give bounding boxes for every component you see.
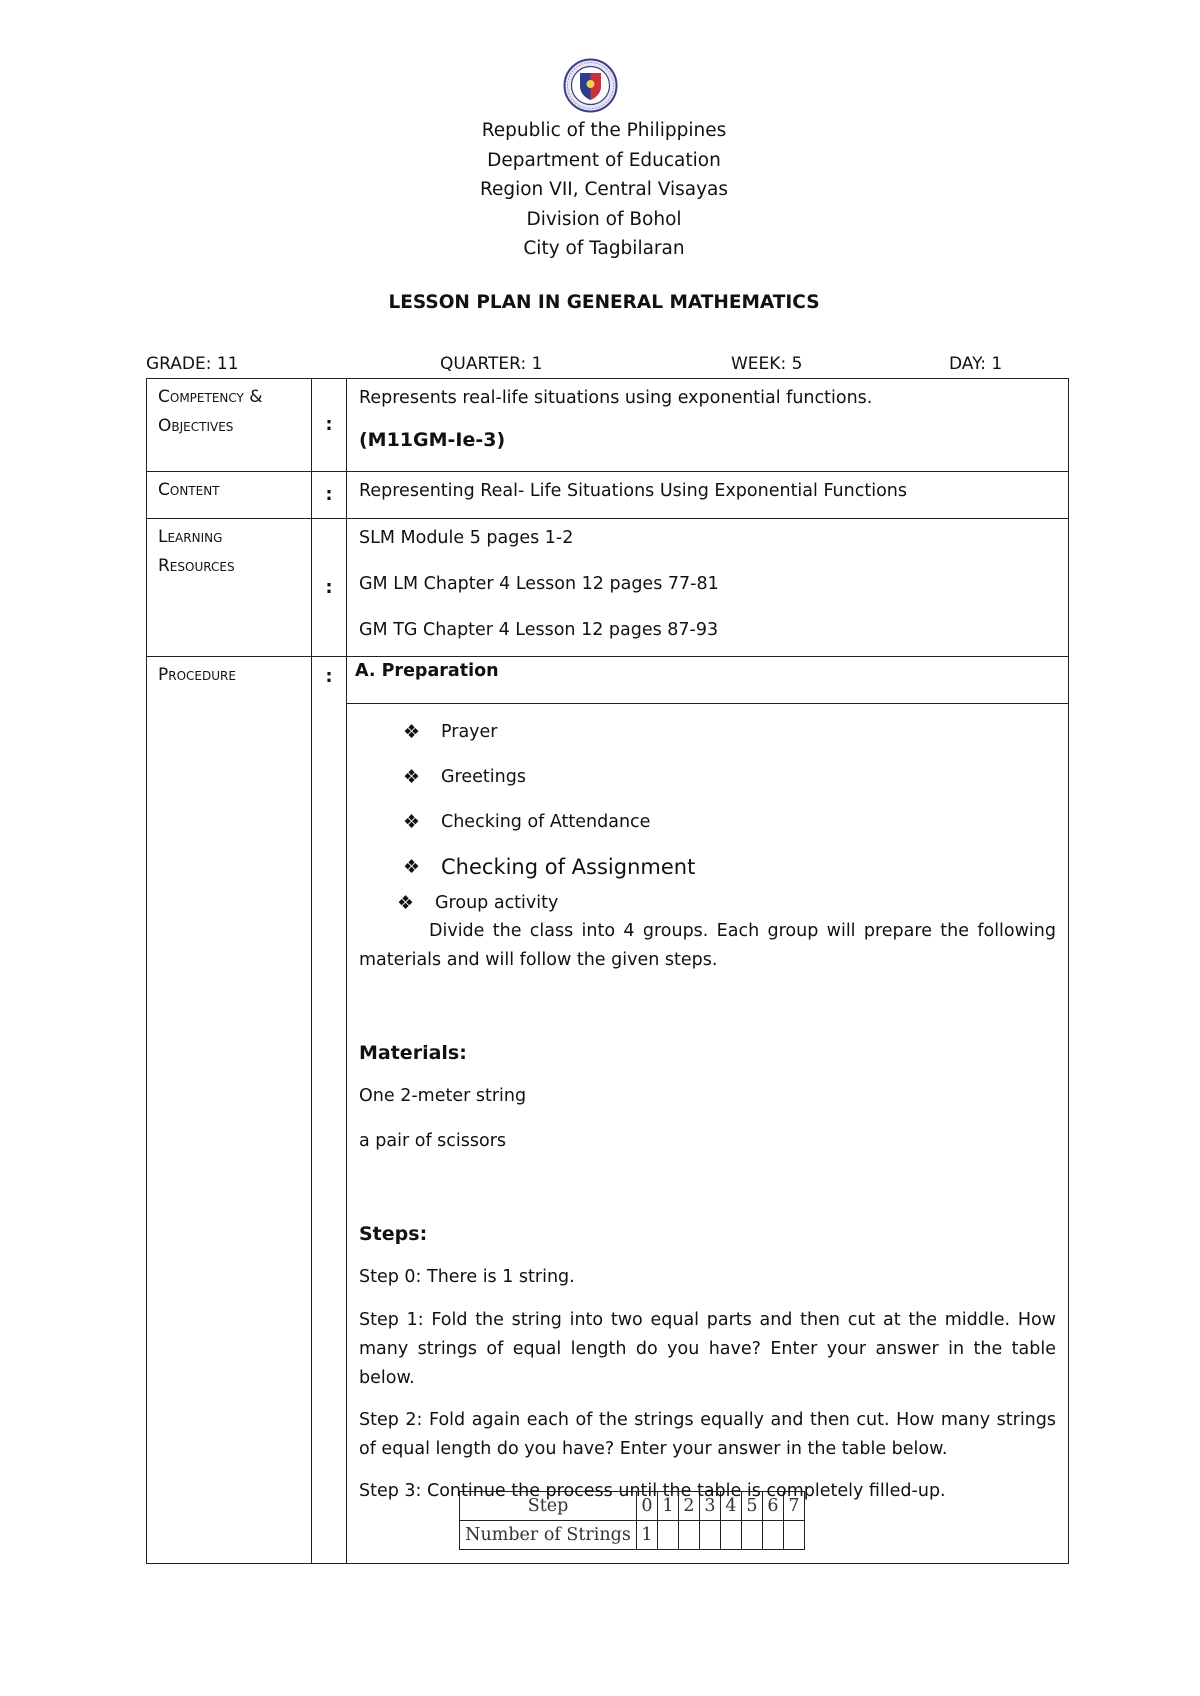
competency-label: Competency & Objectives	[147, 379, 312, 472]
procedure-body	[347, 704, 1069, 1564]
competency-text: Represents real-life situations using exponential functions.	[359, 388, 873, 408]
quarter-label: QUARTER: 1	[440, 354, 543, 374]
header-line: Region VII, Central Visayas	[479, 179, 729, 200]
count-row-label: Number of Strings	[460, 1521, 637, 1550]
colon-spacer	[312, 704, 347, 1564]
header-line: Department of Education	[487, 149, 721, 171]
colon: :	[312, 379, 347, 472]
step-cell: 3	[700, 1492, 721, 1521]
step-cell: 5	[742, 1492, 763, 1521]
bullet-item: ❖ Prayer	[403, 709, 1056, 754]
resources-label: Learning Resources	[147, 519, 312, 657]
document-title: LESSON PLAN IN GENERAL MATHEMATICS	[388, 292, 820, 313]
count-cell[interactable]	[721, 1521, 742, 1550]
grade-label: GRADE: 11	[146, 354, 239, 374]
competency-cell	[347, 379, 1069, 472]
header-line: City of Tagbilaran	[523, 238, 685, 259]
resource-item: SLM Module 5 pages 1-2	[359, 528, 574, 548]
colon: :	[312, 472, 347, 519]
day-label: DAY: 1	[949, 354, 1003, 374]
header-line: Republic of the Philippines	[481, 120, 727, 141]
material-item: a pair of scissors	[359, 1131, 507, 1151]
diamond-bullet-icon: ❖	[403, 720, 421, 743]
count-cell[interactable]	[784, 1521, 805, 1550]
count-cell[interactable]	[700, 1521, 721, 1550]
diamond-bullet-icon: ❖	[403, 765, 421, 788]
colon: :	[312, 657, 347, 704]
preparation-heading: A. Preparation	[347, 657, 1069, 704]
competency-row	[147, 379, 1069, 472]
steps-heading: Steps:	[359, 1223, 428, 1245]
lesson-plan-table	[146, 378, 1069, 1564]
resources-row	[147, 519, 1069, 657]
content-text: Representing Real- Life Situations Using Exponential Functions	[347, 472, 1069, 519]
resource-item: GM LM Chapter 4 Lesson 12 pages 77-81	[359, 574, 719, 594]
content-label: Content	[147, 472, 312, 519]
step-cell: 4	[721, 1492, 742, 1521]
count-cell[interactable]: 1	[637, 1521, 658, 1550]
bullet-item: ❖ Greetings	[403, 754, 1056, 799]
step-2: Step 2: Fold again each of the strings equally and then cut. How many strings of equal length do you have? Enter your answer in the table below.	[359, 1410, 1056, 1459]
diamond-bullet-icon: ❖	[403, 810, 421, 833]
resource-item: GM TG Chapter 4 Lesson 12 pages 87-93	[359, 620, 719, 640]
colon: :	[312, 519, 347, 657]
header-line: Division of Bohol	[526, 208, 682, 230]
step-cell: 6	[763, 1492, 784, 1521]
bullet-item: ❖ Group activity	[397, 889, 1056, 917]
count-cell[interactable]	[658, 1521, 679, 1550]
diamond-bullet-icon: ❖	[397, 892, 415, 914]
bullet-item: ❖ Checking of Assignment	[403, 854, 696, 879]
step-cell: 0	[637, 1492, 658, 1521]
competency-code: (M11GM-Ie-3)	[359, 429, 506, 451]
step-cell: 1	[658, 1492, 679, 1521]
material-item: One 2-meter string	[359, 1086, 527, 1106]
step-0: Step 0: There is 1 string.	[359, 1267, 575, 1287]
step-row-label: Step	[460, 1492, 637, 1521]
diamond-bullet-icon: ❖	[403, 855, 421, 878]
bullet-item: ❖ Checking of Attendance	[403, 799, 1056, 844]
group-intro: Divide the class into 4 groups. Each group will prepare the following materials and will follow the given steps.	[359, 921, 1056, 970]
deped-seal-logo	[563, 58, 618, 113]
procedure-row	[147, 657, 1069, 704]
procedure-label: Procedure	[147, 657, 312, 1564]
step-3: Step 3: Continue the process until the table is completely filled-up.	[359, 1481, 946, 1501]
materials-heading: Materials:	[359, 1042, 467, 1064]
resources-cell	[347, 519, 1069, 657]
content-row	[147, 472, 1069, 519]
count-cell[interactable]	[763, 1521, 784, 1550]
step-cell: 7	[784, 1492, 805, 1521]
count-cell[interactable]	[679, 1521, 700, 1550]
step-cell: 2	[679, 1492, 700, 1521]
step-1: Step 1: Fold the string into two equal parts and then cut at the middle. How many strings of equal length do you have? Enter your answer in the table below.	[359, 1310, 1056, 1388]
count-row	[460, 1521, 805, 1550]
week-label: WEEK: 5	[731, 354, 803, 374]
header-block	[0, 116, 1200, 264]
count-cell[interactable]	[742, 1521, 763, 1550]
